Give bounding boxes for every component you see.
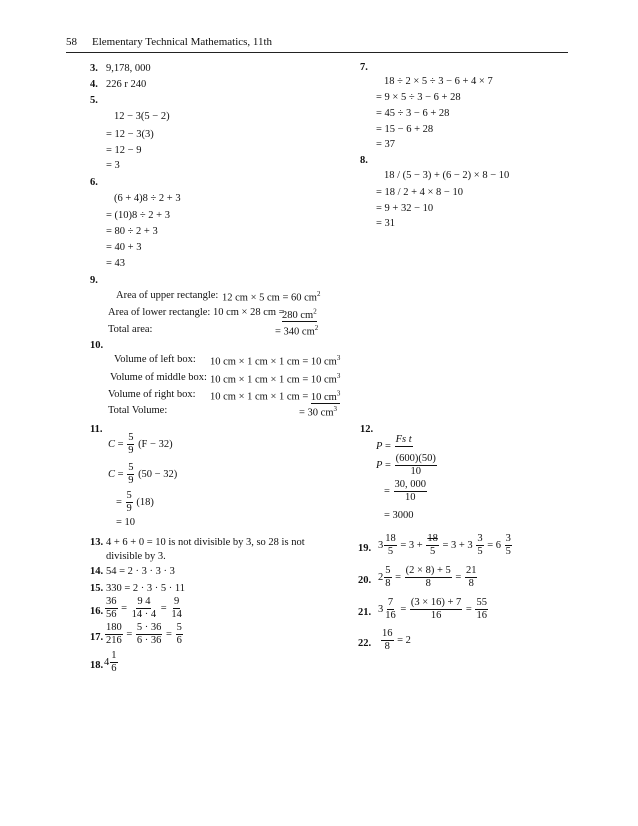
problem-10-row-1-value: 10 cm × 1 cm × 1 cm = 10 $cm^3$ [210, 354, 341, 368]
problem-5-number: 5. [90, 95, 98, 106]
problem-4-number: 4. [90, 79, 98, 90]
problem-18-mixed-number: 4 $\frac{1}{6}$ [104, 650, 117, 675]
problem-5-line-3: = 12 − 9 [106, 145, 142, 156]
problem-7-number: 7. [360, 62, 368, 73]
problem-9-number: 9. [90, 275, 98, 286]
problem-7-line-4: = 15 − 6 + 28 [376, 124, 434, 135]
problem-14-number: 14. [90, 566, 104, 577]
problem-21-number: 21. [358, 607, 372, 618]
problem-6-number: 6. [90, 177, 98, 188]
problem-7-line-5: = 37 [376, 139, 396, 150]
problem-8-line-2: = 18 / 2 + 4 × 8 − 10 [376, 187, 463, 198]
problem-19-number: 19. [358, 543, 372, 554]
problem-8-line-3: = 9 + 32 − 10 [376, 203, 434, 214]
problem-20-number: 20. [358, 575, 372, 586]
problem-6-line-2: = (10)8 ÷ 2 + 3 [106, 210, 170, 221]
problem-9-row-3-value: = 340 $cm^2$ [275, 324, 319, 338]
problem-10-row-1-label: Volume of left box: [114, 354, 196, 365]
problem-5-line-1: 12 − 3(5 − 2) [114, 111, 170, 122]
problem-11-line-3: = $\frac{5}{9}$ (18) [116, 490, 154, 515]
problem-6-line-4: = 40 + 3 [106, 242, 142, 253]
problem-10-number: 10. [90, 340, 104, 351]
running-title: Elementary Technical Mathematics, 11th [92, 36, 273, 48]
problem-15-number: 15. [90, 583, 104, 594]
problem-22-number: 22. [358, 638, 372, 649]
problem-8-number: 8. [360, 155, 368, 166]
problem-7-line-3: = 45 ÷ 3 − 6 + 28 [376, 108, 450, 119]
problem-13-line-2: divisible by 3. [106, 551, 166, 562]
problem-11-result: = 10 [116, 517, 136, 528]
problem-5-line-4: = 3 [106, 160, 120, 171]
problem-8-line-4: = 31 [376, 218, 396, 229]
problem-16-expression: $\frac{36}{56}$ = $\frac{9 4}{14 \cdot 4}$ = $\frac{9}{14}$ [106, 596, 182, 621]
problem-7-line-1: 18 ÷ 2 × 5 ÷ 3 − 6 + 4 × 7 [384, 76, 493, 87]
problem-10-row-4-value: = 30 $cm^3$ [299, 405, 337, 419]
problem-19-expression: 3 $\frac{18}{5}$ = 3 + $\frac{18}{5}$ = 3 + 3 $\frac{3}{5}$ = 6 $\frac{3}{5}$ [378, 533, 511, 558]
problem-6-line-1: (6 + 4)8 ÷ 2 + 3 [114, 193, 181, 204]
problem-6-line-5: = 43 [106, 258, 126, 269]
problem-9-row-2-value: 280 $cm^2$ [282, 307, 317, 321]
problem-3-number: 3. [90, 63, 98, 74]
problem-21-expression: 3 $\frac{7}{16}$ = $\frac{(3 \times 16) + 7}{16}$ = $\frac{55}{16}$ [378, 597, 487, 622]
problem-8-line-1: 18 / (5 − 3) + (6 − 2) × 8 − 10 [384, 170, 510, 181]
problem-15-answer: 330 = 2 · 3 · 5 · 11 [106, 583, 186, 594]
problem-13-number: 13. [90, 537, 104, 548]
problem-11-line-2: C = $\frac{5}{9}$ (50 − 32) [108, 462, 178, 487]
problem-11-number: 11. [90, 424, 103, 435]
problem-12-line-3: = $\frac{30, 000}{10}$ [384, 479, 427, 504]
problem-12-number: 12. [360, 424, 374, 435]
problem-10-row-3-value: 10 cm × 1 cm × 1 cm = 10 $cm^3$ [210, 389, 341, 403]
problem-5-line-2: = 12 − 3(3) [106, 129, 154, 140]
problem-6-line-3: = 80 ÷ 2 + 3 [106, 226, 158, 237]
problem-12-line-2: P = $\frac{(600)(50)}{10}$ [376, 453, 436, 478]
problem-11-line-1: C = $\frac{5}{9}$ (F − 32) [108, 432, 173, 457]
problem-22-expression: $\frac{16}{8}$ = 2 [382, 628, 411, 653]
problem-18-number: 18. [90, 660, 104, 671]
problem-12-result: = 3000 [384, 510, 414, 521]
problem-10-row-3-label: Volume of right box: [108, 389, 196, 400]
problem-17-number: 17. [90, 632, 104, 643]
problem-20-expression: 2 $\frac{5}{8}$ = $\frac{(2 \times 8) + 5}{8}$ = $\frac{21}{8}$ [378, 565, 477, 590]
problem-13-line-1: 4 + 6 + 0 = 10 is not divisible by 3, so 28 is not [106, 537, 305, 548]
problem-9-row-3-label: Total area: [108, 324, 153, 335]
problem-9-row-2-label: Area of lower rectangle: 10 cm × 28 cm = [108, 307, 285, 318]
problem-17-expression: $\frac{180}{216}$ = $\frac{5 \cdot 36}{6 \cdot 36}$ = $\frac{5}{6}$ [106, 622, 182, 647]
problem-3-answer: 9,178, 000 [106, 63, 151, 74]
problem-10-row-2-value: 10 cm × 1 cm × 1 cm = 10 $cm^3$ [210, 372, 341, 386]
problem-10-row-4-label: Total Volume: [108, 405, 168, 416]
problem-4-answer: 226 r 240 [106, 79, 147, 90]
problem-7-line-2: = 9 × 5 ÷ 3 − 6 + 28 [376, 92, 461, 103]
problem-9-row-1-value: 12 cm × 5 cm = 60 $cm^2$ [222, 290, 321, 304]
problem-10-row-2-label: Volume of middle box: [110, 372, 207, 383]
problem-16-number: 16. [90, 606, 104, 617]
page-number: 58 [66, 36, 77, 48]
header-rule [66, 52, 568, 53]
problem-12-line-1: P = Fs t [376, 434, 412, 452]
problem-14-answer: 54 = 2 · 3 · 3 · 3 [106, 566, 175, 577]
problem-9-row-1-label: Area of upper rectangle: [116, 290, 219, 301]
